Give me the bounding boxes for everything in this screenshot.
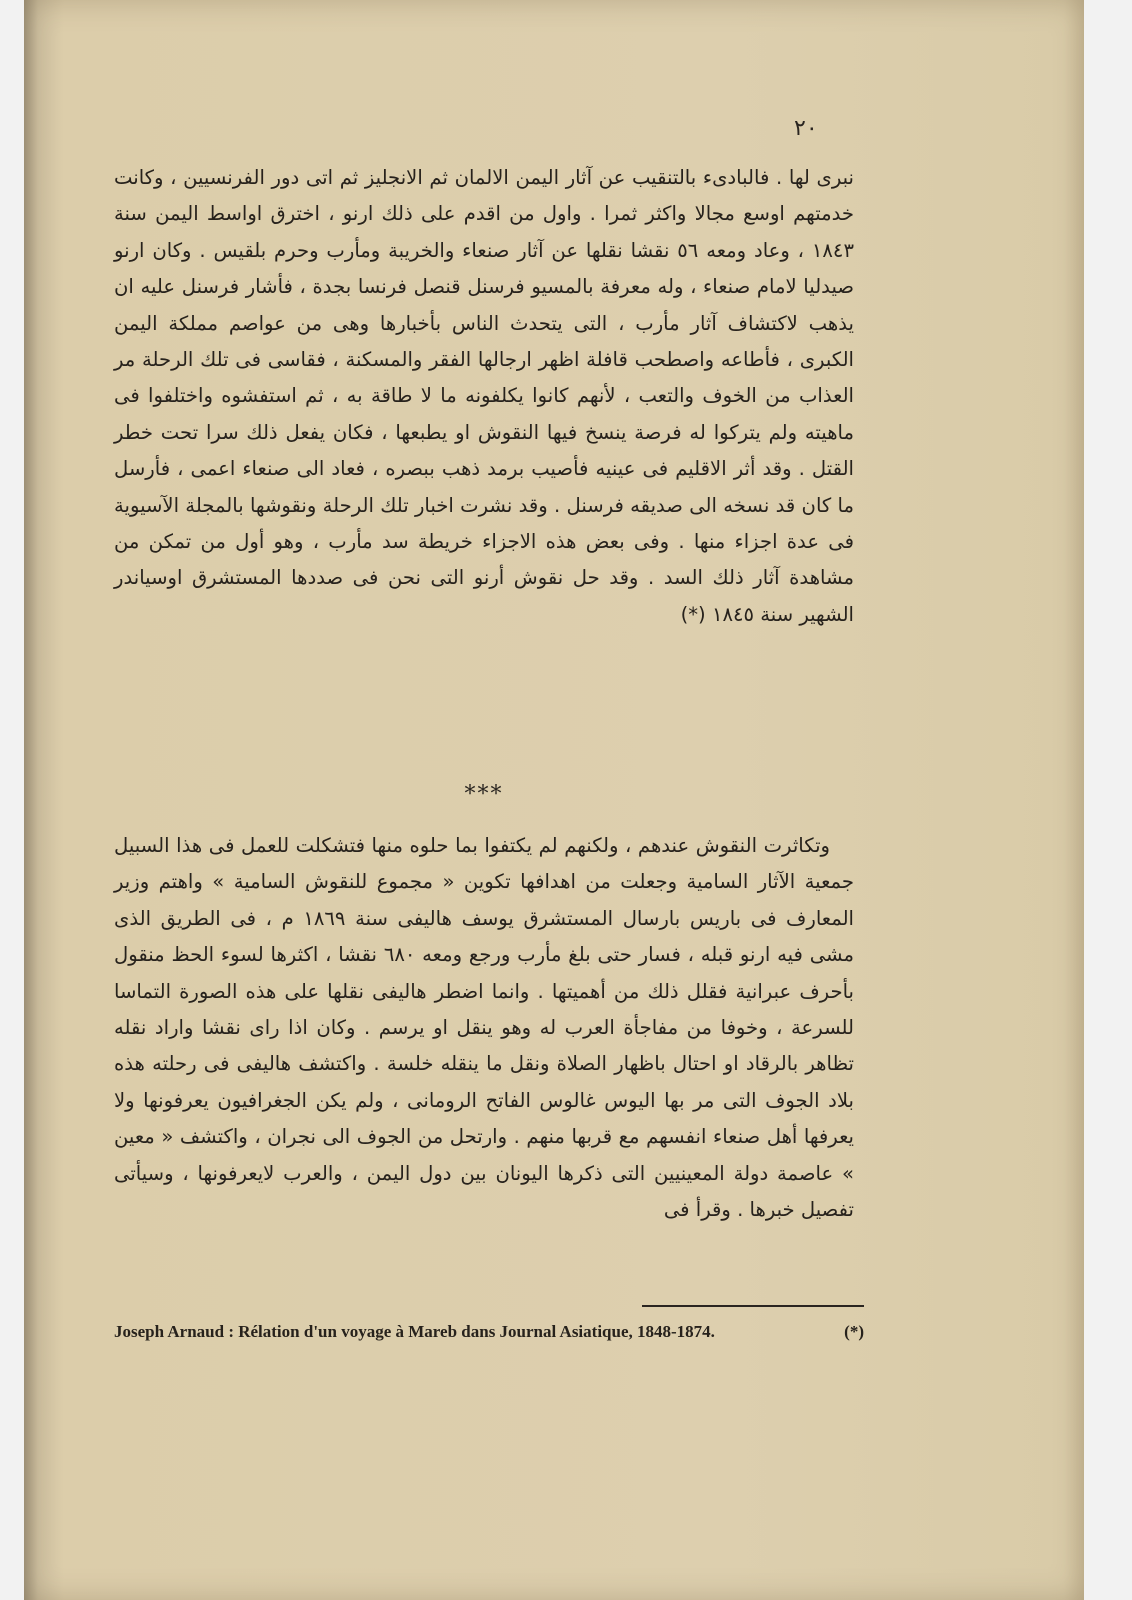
paragraph-2-text: وتكاثرت النقوش عندهم ، ولكنهم لم يكتفوا بما حلوه منها فتشكلت للعمل فى هذا السبيل جمعية الآثار السامية وجعلت من اهدافها تكوين « مجموع للنقوش السامية » واهتم وزير المعارف فى باريس بارسال المستشرق يوسف هاليفى سنة ١٨٦٩ م ، فى الطريق الذى مشى فيه ارنو قبله ، فسار حتى بلغ مأرب ورجع ومعه ٦٨٠ نقشا ، اكثرها لسوء الحظ منقول بأحرف عبرانية فقلل ذلك من أهميتها . وانما اضطر هاليفى نقلها على هذه الصورة التماسا للسرعة ، وخوفا من مفاجأة العرب له وهو ينقل او يرسم . وكان اذا راى نقشا واراد نقله تظاهر بالرقاد او احتال باظهار الصلاة ونقل ما ينقله خلسة . واكتشف هاليفى فى رحلته هذه بلاد الجوف التى مر بها اليوس غالوس الفاتح الرومانى ، ولم يكن الجغرافيون يعرفونها ولا يعرفها أهل صنعاء انفسهم مع قربها منهم . وارتحل من الجوف الى نجران ، واكتشف « معين » عاصمة دولة المعينيين التى ذكرها اليونان بين دول اليمن ، والعرب لايعرفونها ، وسيأتى تفصيل خبرها . وقرأ فى [114, 834, 854, 1222]
page-number: ٢٠ [794, 116, 818, 141]
paragraph-1 [114, 160, 854, 633]
footnote-text: Joseph Arnaud : Rélation d'un voyage à Mareb dans Journal Asiatique, 1848-1874. [114, 1322, 715, 1341]
book-page [24, 0, 1084, 1600]
footnote-divider [642, 1305, 864, 1307]
paragraph-1-text: نبرى لها . فالبادىء بالتنقيب عن آثار اليمن الالمان ثم الانجليز ثم اتى دور الفرنسيين ، وكانت خدمتهم اوسع مجالا واكثر ثمرا . واول من اقدم على ذلك ارنو ، اخترق اواسط اليمن سنة ١٨٤٣ ، وعاد ومعه ٥٦ نقشا نقلها عن آثار صنعاء والخريبة ومأرب وحرم بلقيس . وكان ارنو صيدليا لامام صنعاء ، وله معرفة بالمسيو فرسنل قنصل فرنسا بجدة ، فأشار فرسنل عليه ان يذهب لاكتشاف آثار مأرب ، التى يتحدث الناس بأخبارها وهى من عواصم مملكة اليمن الكبرى ، فأطاعه واصطحب قافلة اظهر ارجالها الفقر والمسكنة ، فقاسى فى تلك الرحلة مر العذاب من الخوف والتعب ، لأنهم كانوا يكلفونه ما لا طاقة به ، ثم استفشوه واختلفوا فى ماهيته ولم يتركوا له فرصة ينسخ فيها النقوش او يطبعها ، فكان يفعل ذلك سرا تحت خطر القتل . وقد أثر الاقليم فى عينيه فأصيب برمد ذهب ببصره ، فعاد الى صنعاء اعمى ، فأرسل ما كان قد نسخه الى صديقه فرسنل . وقد نشرت اخبار تلك الرحلة ونقوشها بالمجلة الآسيوية فى عدة اجزاء منها . وفى بعض هذه الاجزاء خريطة سد مأرب ، وهو أول من تمكن من مشاهدة آثار ذلك السد . وقد حل نقوش أرنو التى نحن فى صددها المستشرق اوسياندر الشهير سنة ١٨٤٥ (*) [114, 166, 854, 626]
paragraph-2 [114, 828, 854, 1228]
footnote [114, 1320, 864, 1344]
section-separator: *** [464, 782, 504, 807]
footnote-marker: (*) [844, 1322, 864, 1341]
